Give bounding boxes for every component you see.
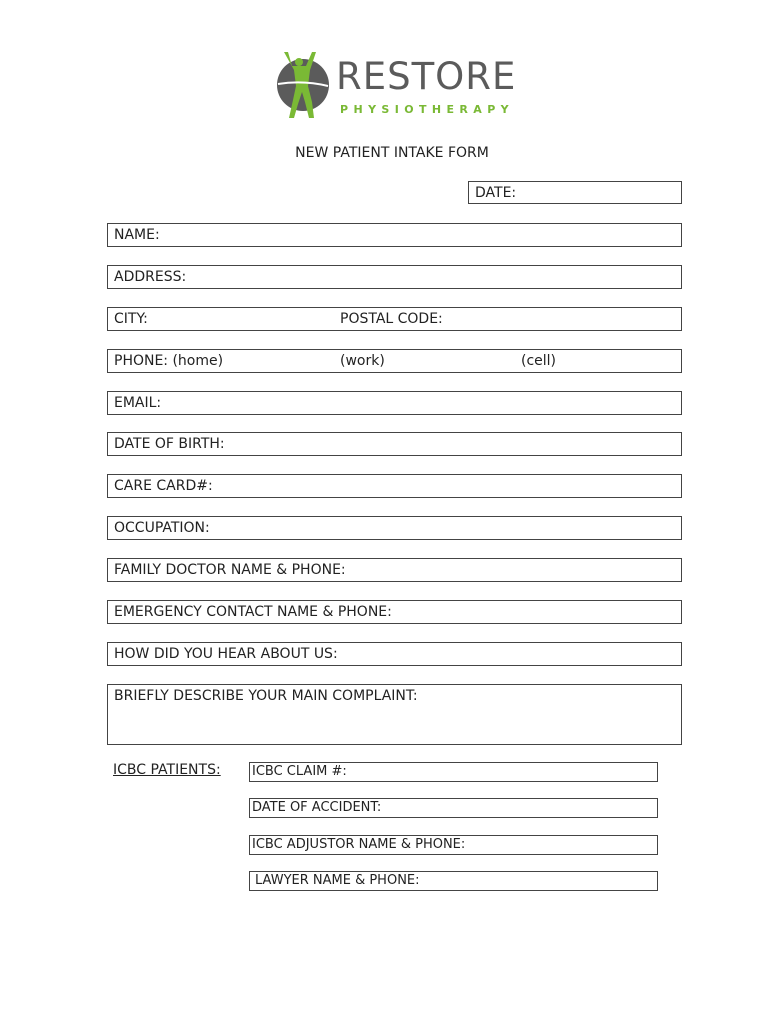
family-doctor-label: FAMILY DOCTOR NAME & PHONE: (114, 562, 346, 578)
date-label: DATE: (475, 185, 517, 201)
care-card-field[interactable] (107, 474, 682, 498)
brand-name: RESTORE (336, 55, 517, 98)
phone-row[interactable] (107, 349, 682, 373)
family-doctor-field[interactable] (107, 558, 682, 582)
postal-code-label: POSTAL CODE: (340, 311, 443, 327)
city-postal-row[interactable] (107, 307, 682, 331)
occupation-field[interactable] (107, 516, 682, 540)
name-field[interactable] (107, 223, 682, 247)
city-label: CITY: (114, 311, 148, 327)
accident-date-label: DATE OF ACCIDENT: (252, 800, 382, 815)
phone-work-label: (work) (340, 353, 385, 369)
dob-label: DATE OF BIRTH: (114, 436, 225, 452)
name-label: NAME: (114, 227, 160, 243)
phone-home-label: PHONE: (home) (114, 353, 224, 369)
care-card-label: CARE CARD#: (114, 478, 213, 494)
address-label: ADDRESS: (114, 269, 187, 285)
form-title: NEW PATIENT INTAKE FORM (295, 145, 489, 161)
runner-logo-icon (276, 52, 332, 118)
dob-field[interactable] (107, 432, 682, 456)
brand-tagline: PHYSIOTHERAPY (340, 103, 515, 116)
lawyer-label: LAWYER NAME & PHONE: (255, 873, 420, 888)
icbc-patients-label: ICBC PATIENTS: (113, 762, 221, 778)
phone-cell-label: (cell) (521, 353, 557, 369)
accident-date-field[interactable] (249, 798, 658, 818)
restore-logo (276, 52, 516, 118)
date-field[interactable] (468, 181, 682, 204)
emergency-contact-field[interactable] (107, 600, 682, 624)
main-complaint-label: BRIEFLY DESCRIBE YOUR MAIN COMPLAINT: (114, 688, 418, 704)
emergency-contact-label: EMERGENCY CONTACT NAME & PHONE: (114, 604, 392, 620)
lawyer-field[interactable] (249, 871, 658, 891)
icbc-claim-field[interactable] (249, 762, 658, 782)
main-complaint-field[interactable] (107, 684, 682, 745)
occupation-label: OCCUPATION: (114, 520, 210, 536)
icbc-adjustor-label: ICBC ADJUSTOR NAME & PHONE: (252, 837, 466, 852)
icbc-adjustor-field[interactable] (249, 835, 658, 855)
hear-about-field[interactable] (107, 642, 682, 666)
address-field[interactable] (107, 265, 682, 289)
hear-about-label: HOW DID YOU HEAR ABOUT US: (114, 646, 338, 662)
email-label: EMAIL: (114, 395, 162, 411)
email-field[interactable] (107, 391, 682, 415)
icbc-claim-label: ICBC CLAIM #: (252, 764, 347, 779)
